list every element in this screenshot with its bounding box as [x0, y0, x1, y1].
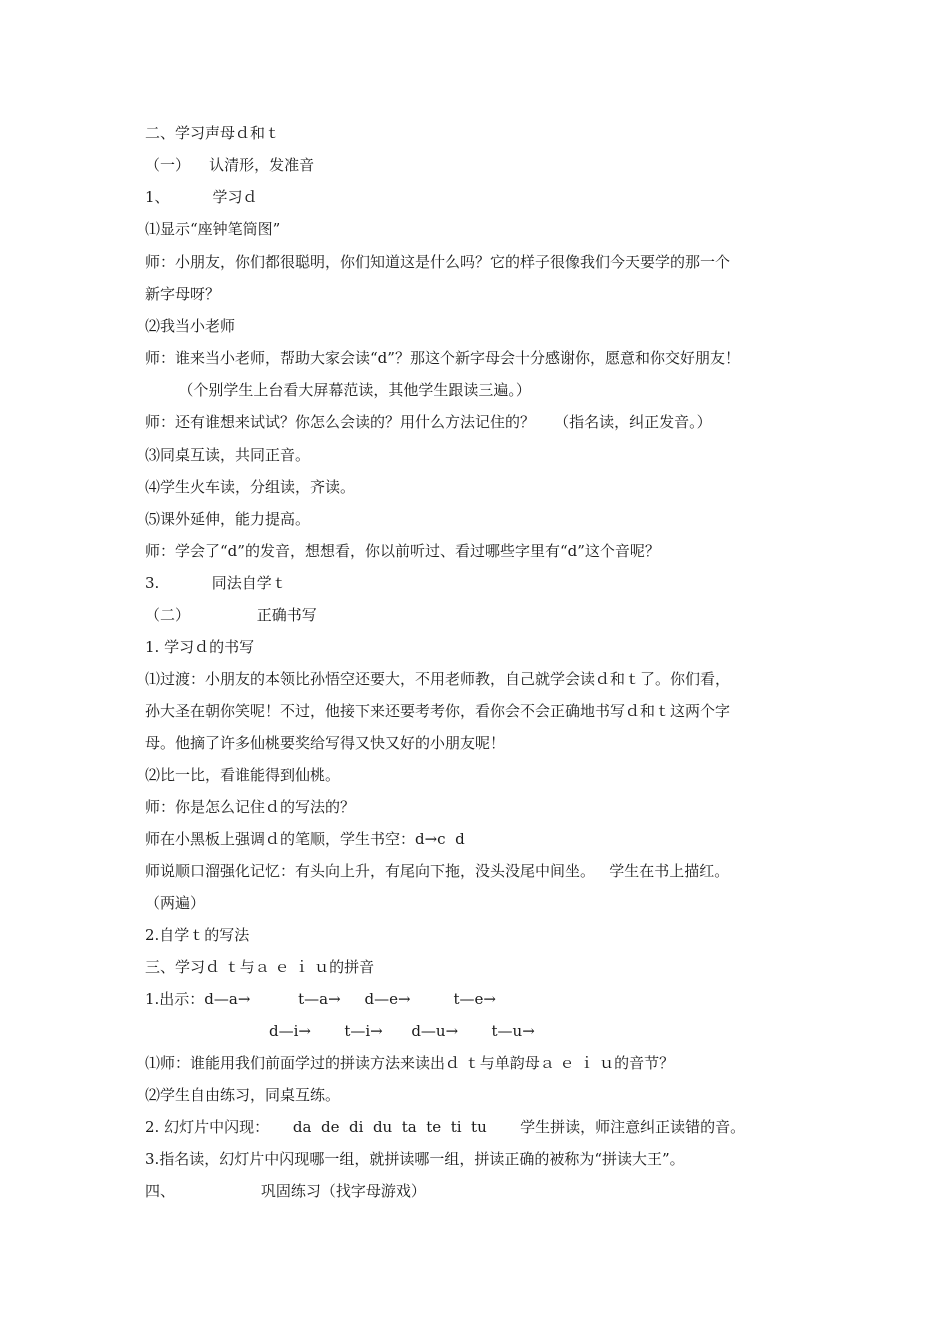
paragraph-line: ⑴过渡：小朋友的本领比孙悟空还要大，不用老师教，自己就学会读ｄ和ｔ了。你们看，: [145, 670, 731, 688]
step-heading: 1、 学习ｄ: [145, 188, 258, 206]
paragraph-line: 师：谁来当小老师，帮助大家会读“d”？那这个新字母会十分感谢你，愿意和你交好朋友！: [145, 349, 740, 367]
section-heading: 二、学习声母ｄ和ｔ: [145, 124, 281, 142]
paragraph-line: ⑷学生火车读，分组读，齐读。: [145, 478, 356, 496]
step-heading: 1. 学习ｄ的书写: [145, 638, 255, 656]
section-heading: 四、 巩固练习（找字母游戏）: [145, 1182, 426, 1200]
paragraph-line: 孙大圣在朝你笑呢！不过，他接下来还要考考你，看你会不会正确地书写ｄ和ｔ这两个字: [145, 702, 731, 720]
paragraph-line: 新字母呀？: [145, 285, 221, 303]
paragraph-line: ⑴师：谁能用我们前面学过的拼读方法来读出ｄ ｔ与单韵母ａ ｅ ｉ ｕ的音节？: [145, 1054, 675, 1072]
step-heading: 3. 同法自学ｔ: [145, 574, 287, 592]
paragraph-line: （个别学生上台看大屏幕范读，其他学生跟读三遍。）: [145, 381, 531, 399]
paragraph-line: ⑵我当小老师: [145, 317, 236, 335]
paragraph-line: 师：还有谁想来试试？你怎么会读的？用什么方法记住的？ （指名读，纠正发音。）: [145, 413, 712, 431]
paragraph-line: 2. 幻灯片中闪现： da de di du ta te ti tu 学生拼读，师注意纠正读错的音。: [145, 1118, 746, 1136]
pinyin-row: d—i→ t—i→ d—u→ t—u→: [145, 1022, 535, 1040]
paragraph-line: 3.指名读，幻灯片中闪现哪一组，就拼读哪一组，拼读正确的被称为“拼读大王”。: [145, 1150, 685, 1168]
paragraph-line: 师说顺口溜强化记忆：有头向上升，有尾向下拖，没头没尾中间坐。 学生在书上描红。: [145, 862, 730, 880]
paragraph-line: 师：小朋友，你们都很聪明，你们知道这是什么吗？它的样子很像我们今天要学的那一个: [145, 253, 731, 271]
paragraph-line: 师在小黑板上强调ｄ的笔顺，学生书空：d→c d: [145, 830, 465, 848]
paragraph-line: 师：学会了“d”的发音，想想看，你以前听过、看过哪些字里有“d”这个音呢？: [145, 542, 660, 560]
paragraph-line: 母。他摘了许多仙桃要奖给写得又快又好的小朋友呢！: [145, 734, 506, 752]
paragraph-line: ⑸课外延伸，能力提高。: [145, 510, 311, 528]
paragraph-line: ⑴显示“座钟笔筒图”: [145, 220, 281, 238]
paragraph-line: （两遍）: [145, 894, 206, 912]
section-heading: 三、学习ｄ ｔ与ａ ｅ ｉ ｕ的拼音: [145, 958, 375, 976]
pinyin-row: 1.出示：d—a→ t—a→ d—e→ t—e→: [145, 990, 496, 1008]
paragraph-line: ⑵学生自由练习，同桌互练。: [145, 1086, 341, 1104]
subsection-heading: （一） 认清形，发准音: [145, 156, 315, 174]
paragraph-line: ⑵比一比，看谁能得到仙桃。: [145, 766, 341, 784]
subsection-heading: （二） 正确书写: [145, 606, 317, 624]
paragraph-line: ⑶同桌互读，共同正音。: [145, 446, 311, 464]
paragraph-line: 师：你是怎么记住ｄ的写法的？: [145, 798, 356, 816]
step-heading: 2.自学ｔ的写法: [145, 926, 250, 944]
